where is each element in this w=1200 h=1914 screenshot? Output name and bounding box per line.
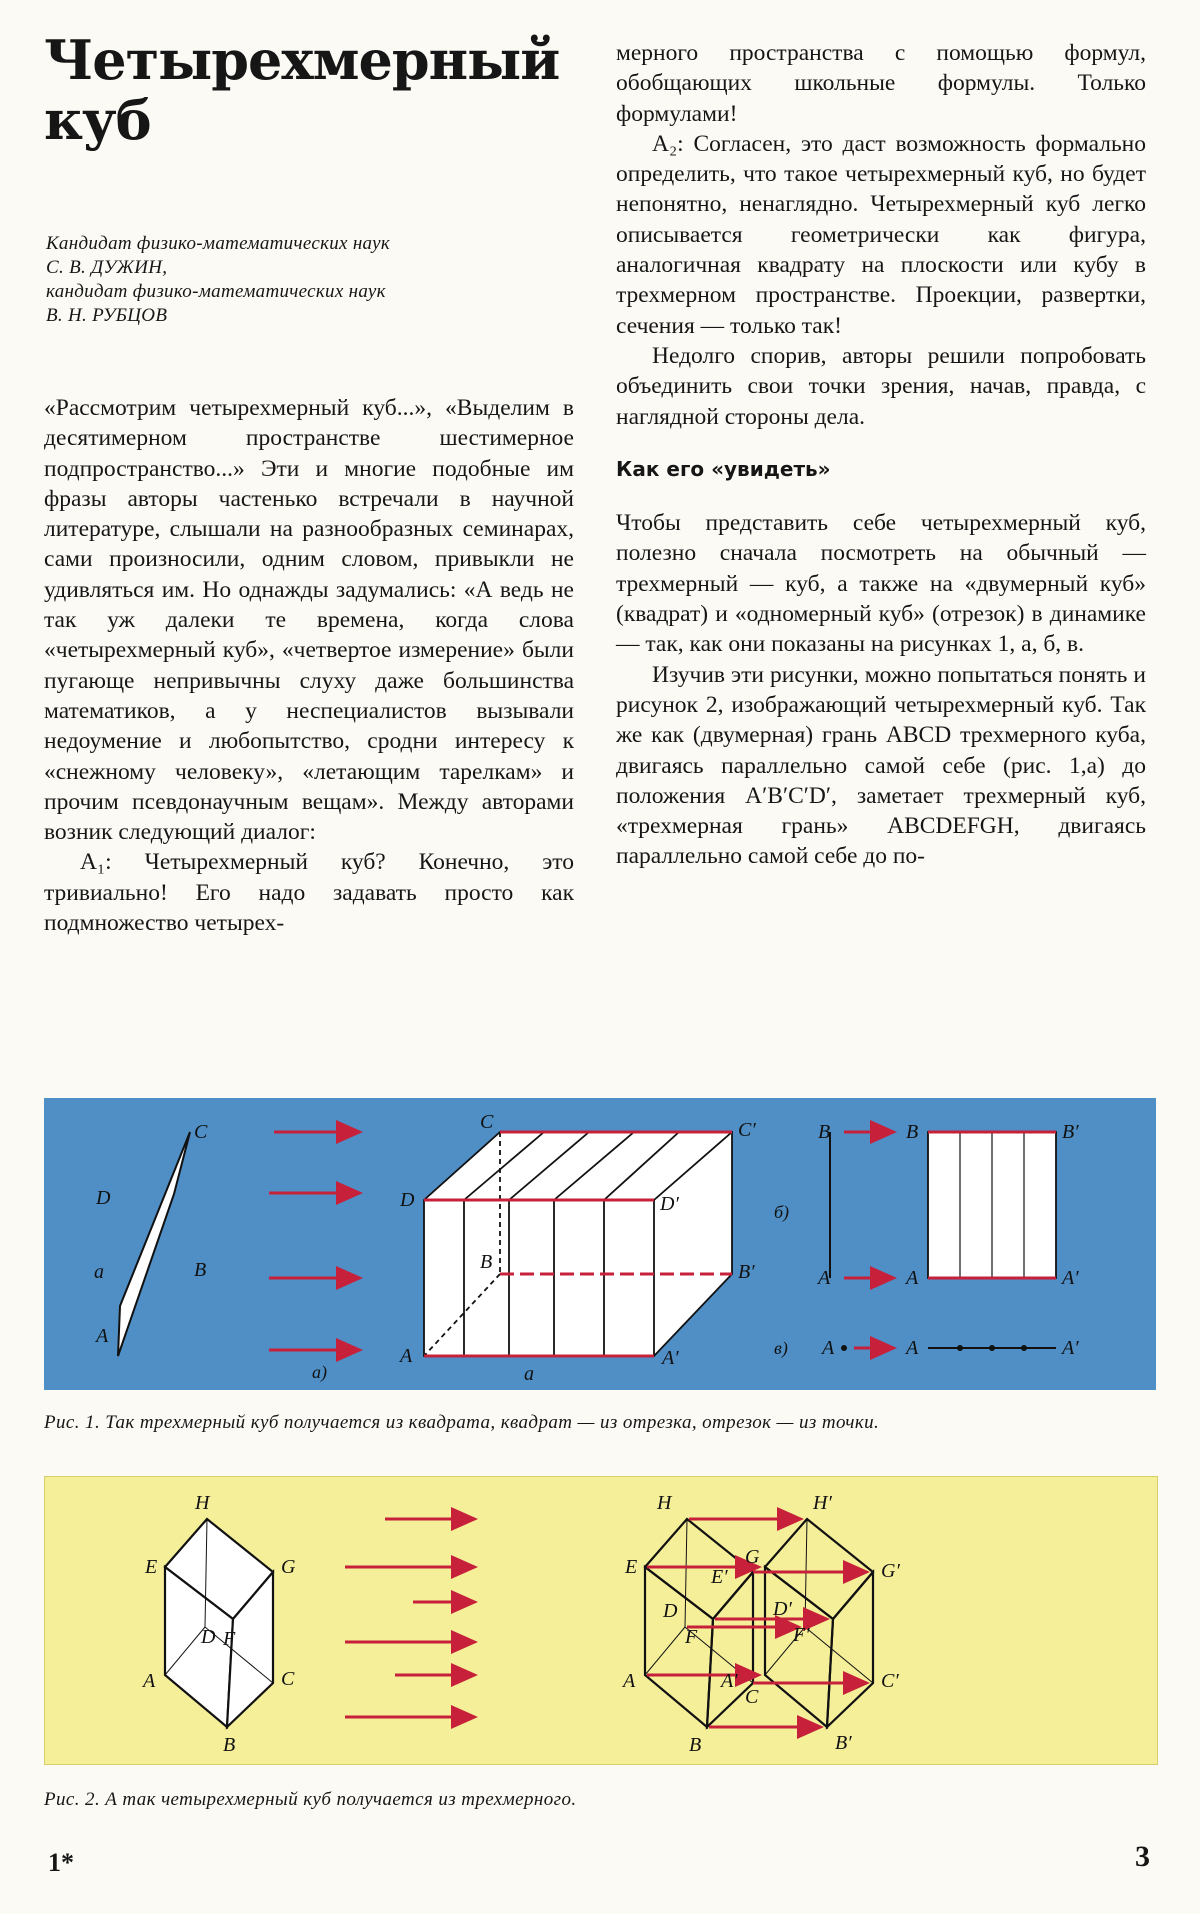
- panel-label-b: б): [774, 1202, 790, 1222]
- signature-mark: 1*: [48, 1848, 74, 1877]
- dialogue-a1-continued: мерного пространства с помощью формул, обобщающих школьные формулы. Только формулами!: [616, 40, 1146, 127]
- author-name-2: В. Н. РУБЦОВ: [46, 305, 168, 326]
- label-A: A: [96, 1325, 109, 1347]
- figure-2: [44, 1476, 1158, 1765]
- seg-label-A: A: [818, 1267, 831, 1289]
- sq-label-A: A: [906, 1267, 919, 1289]
- authors-decision-paragraph: Недолго спорив, авторы решили попробовать объединить свои точки зрения, начав, правда, с наглядной стороны дела.: [616, 342, 1146, 430]
- fig2-label-B: B: [223, 1734, 236, 1756]
- tess-label-A: A: [623, 1670, 636, 1692]
- tess-label-C: C: [745, 1686, 759, 1708]
- cube-label-C: C: [480, 1111, 494, 1133]
- tess-label-A-prime: A′: [721, 1670, 738, 1692]
- article-title: Четырехмерный куб: [44, 28, 560, 152]
- page-number: 3: [1135, 1840, 1150, 1873]
- figure-explanation-paragraph: Изучив эти рисунки, можно попытаться понять и рисунок 2, изображающий четырехмерный куб. Так же как (двумерная) грань ABCD трехмерного куба, двигаясь параллельно самой себе (рис. 1,а) до положения A′B′C′D′, заметает трехмерный куб, «трехмерная грань» ABCDEFGH, двигаясь параллельно самой себе до по-: [616, 661, 1146, 870]
- cube-label-C-prime: C′: [738, 1119, 756, 1141]
- pt-label-A: A: [822, 1337, 835, 1359]
- fig2-label-A: A: [143, 1670, 156, 1692]
- section-heading: Как его «увидеть»: [616, 456, 831, 481]
- fig2-label-G: G: [281, 1556, 296, 1578]
- figure-1-caption: Рис. 1. Так трехмерный куб получается из квадрата, квадрат — из отрезка, отрезок — из точки.: [44, 1412, 880, 1433]
- sq-label-A-prime: A′: [1062, 1267, 1079, 1289]
- sq-label-B: B: [906, 1121, 919, 1143]
- seg2-label-A-prime: A′: [1062, 1337, 1079, 1359]
- label-C: C: [194, 1121, 208, 1143]
- tess-label-E: E: [625, 1556, 638, 1578]
- edge-label-a: a: [94, 1261, 104, 1283]
- tess-label-E-prime: E′: [711, 1566, 728, 1588]
- tess-label-C-prime: C′: [881, 1670, 899, 1692]
- left-column: [44, 393, 574, 938]
- author-degree-2: кандидат физико-математических наук: [46, 281, 386, 302]
- tess-label-D: D: [663, 1600, 678, 1622]
- seg2-label-A: A: [906, 1337, 919, 1359]
- figure-2-caption: Рис. 2. А так четырехмерный куб получается из трехмерного.: [44, 1789, 577, 1810]
- panel-label-a: а): [312, 1362, 327, 1382]
- fig2-label-F: F: [223, 1628, 236, 1650]
- fig2-label-E: E: [145, 1556, 158, 1578]
- how-to-see-paragraph: Чтобы представить себе четырехмерный куб, полезно сначала посмотреть на обычный — трехмерный — куб, а также на «двумерный куб» (квадрат) и «одномерный куб» (отрезок) в динамике — так, как они показаны на рисунках 1, а, б, в.: [616, 510, 1146, 658]
- label-D: D: [96, 1187, 111, 1209]
- fig2-label-C: C: [281, 1668, 295, 1690]
- cube-label-A: A: [400, 1345, 413, 1367]
- tess-label-B: B: [689, 1734, 702, 1756]
- intro-paragraph: «Рассмотрим четырехмерный куб...», «Выделим в десятимерном пространстве шестимерное подпространство...» Эти и многие подобные им фразы авторы частенько встречали в научной литературе, слышали на разнообразных семинарах, сами произносили, одним словом, привыкли не удивляться им. Но однажды задумались: «А ведь не так уж далеки те времена, когда слова «четырехмерный куб», «четвертое измерение» были пугающе непривычны слуху даже большинства математиков, а у неспециалистов вызывали недоумение и любопытство, сродни интересу к «снежному человеку», «летающим тарелкам» и прочим псевдонаучным вещам». Между авторами возник следующий диалог:: [44, 395, 574, 846]
- tess-label-F-prime: F′: [793, 1624, 810, 1646]
- figure-1-drawing: [44, 1098, 1156, 1390]
- figure-2-drawing: [45, 1477, 1157, 1764]
- label-B: B: [194, 1259, 207, 1281]
- author-credits: [46, 232, 566, 328]
- dialogue-a1: A₁: Четырехмерный куб? Конечно, это тривиально! Его надо задавать просто как подмножество четырех-: [44, 849, 574, 937]
- cube-3d: [424, 1132, 732, 1356]
- seg-label-B: B: [818, 1121, 831, 1143]
- cube-label-B-prime: B′: [738, 1261, 755, 1283]
- tess-label-B-prime: B′: [835, 1732, 852, 1754]
- fig2-label-D: D: [201, 1626, 216, 1648]
- tess-label-H-prime: H′: [813, 1492, 832, 1514]
- tess-label-H: H: [657, 1492, 672, 1514]
- cube-label-A-prime: A′: [662, 1347, 679, 1369]
- cube-label-B: B: [480, 1251, 493, 1273]
- square-abcd: [118, 1132, 190, 1356]
- tess-label-D-prime: D′: [773, 1598, 792, 1620]
- tess-label-G: G: [745, 1546, 760, 1568]
- tess-label-F: F: [685, 1626, 698, 1648]
- right-column: [616, 38, 1146, 872]
- cube-abcdefgh: [165, 1519, 273, 1727]
- cube-label-D: D: [400, 1189, 415, 1211]
- fig2-label-H: H: [195, 1492, 210, 1514]
- sq-label-B-prime: B′: [1062, 1121, 1079, 1143]
- author-name-1: С. В. ДУЖИН,: [46, 257, 168, 278]
- point-a: [841, 1345, 847, 1351]
- dialogue-a2: A₂: Согласен, это даст возможность формально определить, что такое четырехмерный куб, но будет непонятно, ненаглядно. Четырехмерный куб легко описывается геометрически как фигура, аналогичная квадрату на плоскости или кубу в трехмерном пространстве. Проекции, развертки, сечения — только так!: [616, 130, 1146, 339]
- panel-label-c: в): [774, 1338, 788, 1358]
- cube-edge-label-a: a: [524, 1363, 534, 1385]
- cube-label-D-prime: D′: [660, 1193, 679, 1215]
- figure-1: [44, 1098, 1156, 1390]
- author-degree-1: Кандидат физико-математических наук: [46, 233, 391, 254]
- tess-label-G-prime: G′: [881, 1560, 900, 1582]
